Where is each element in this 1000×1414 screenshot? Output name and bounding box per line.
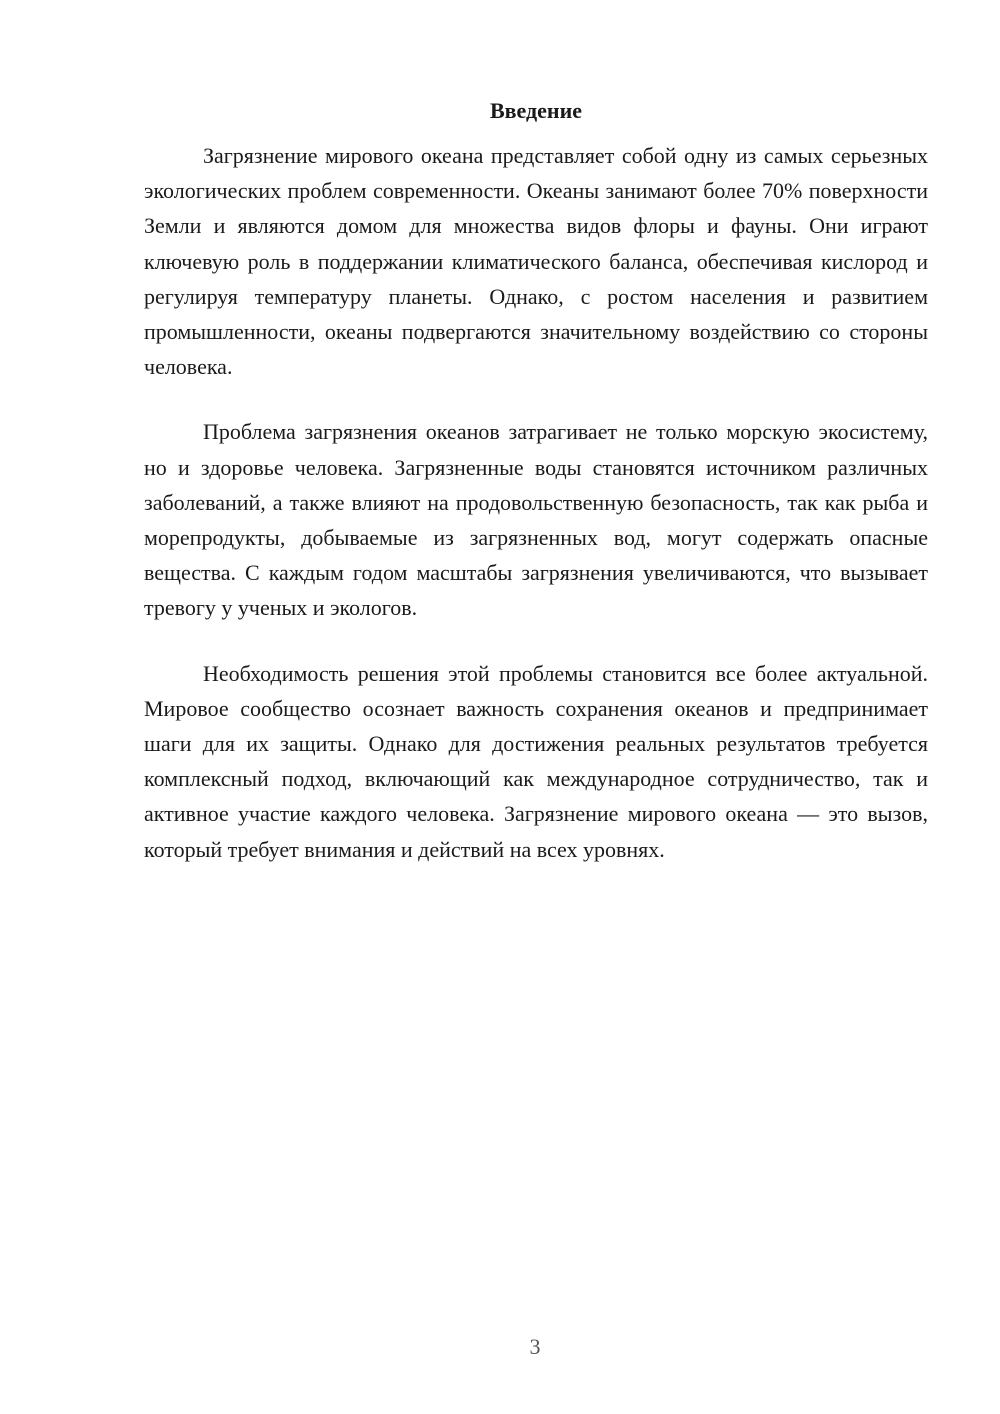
page-number: 3 [529,1334,541,1359]
paragraph-1: Загрязнение мирового океана представляет собой одну из самых серьезных экологических проблем современности. Океаны занимают более 70% поверхности Земли и являются домом для множества видов флоры и фауны. Они играют ключевую роль в поддержании климатического баланса, обеспечивая кислород и регулируя температуру планеты. Однако, с ростом населения и развитием промышленности, океаны подвергаются значительному воздействию со стороны человека. [144,143,928,380]
section-title: Введение [489,98,583,123]
paragraph-3: Необходимость решения этой проблемы становится все более актуальной. Мировое сообщество осознает важность сохранения океанов и предпринимает шаги для их защиты. Однако для достижения реальных результатов требуется комплексный подход, включающий как международное сотрудничество, так и активное участие каждого человека. Загрязнение мирового океана — это вызов, который требует внимания и действий на всех уровнях. [144,660,928,862]
paragraph-2: Проблема загрязнения океанов затрагивает не только морскую экосистему, но и здоровье человека. Загрязненные воды становятся источником различных заболеваний, а также влияют на продовольственную безопасность, так как рыба и морепродукты, добываемые из загрязненных вод, могут содержать опасные вещества. С каждым годом масштабы загрязнения увеличиваются, что вызывает тревогу у ученых и экологов. [144,419,928,621]
page-content [144,96,928,897]
